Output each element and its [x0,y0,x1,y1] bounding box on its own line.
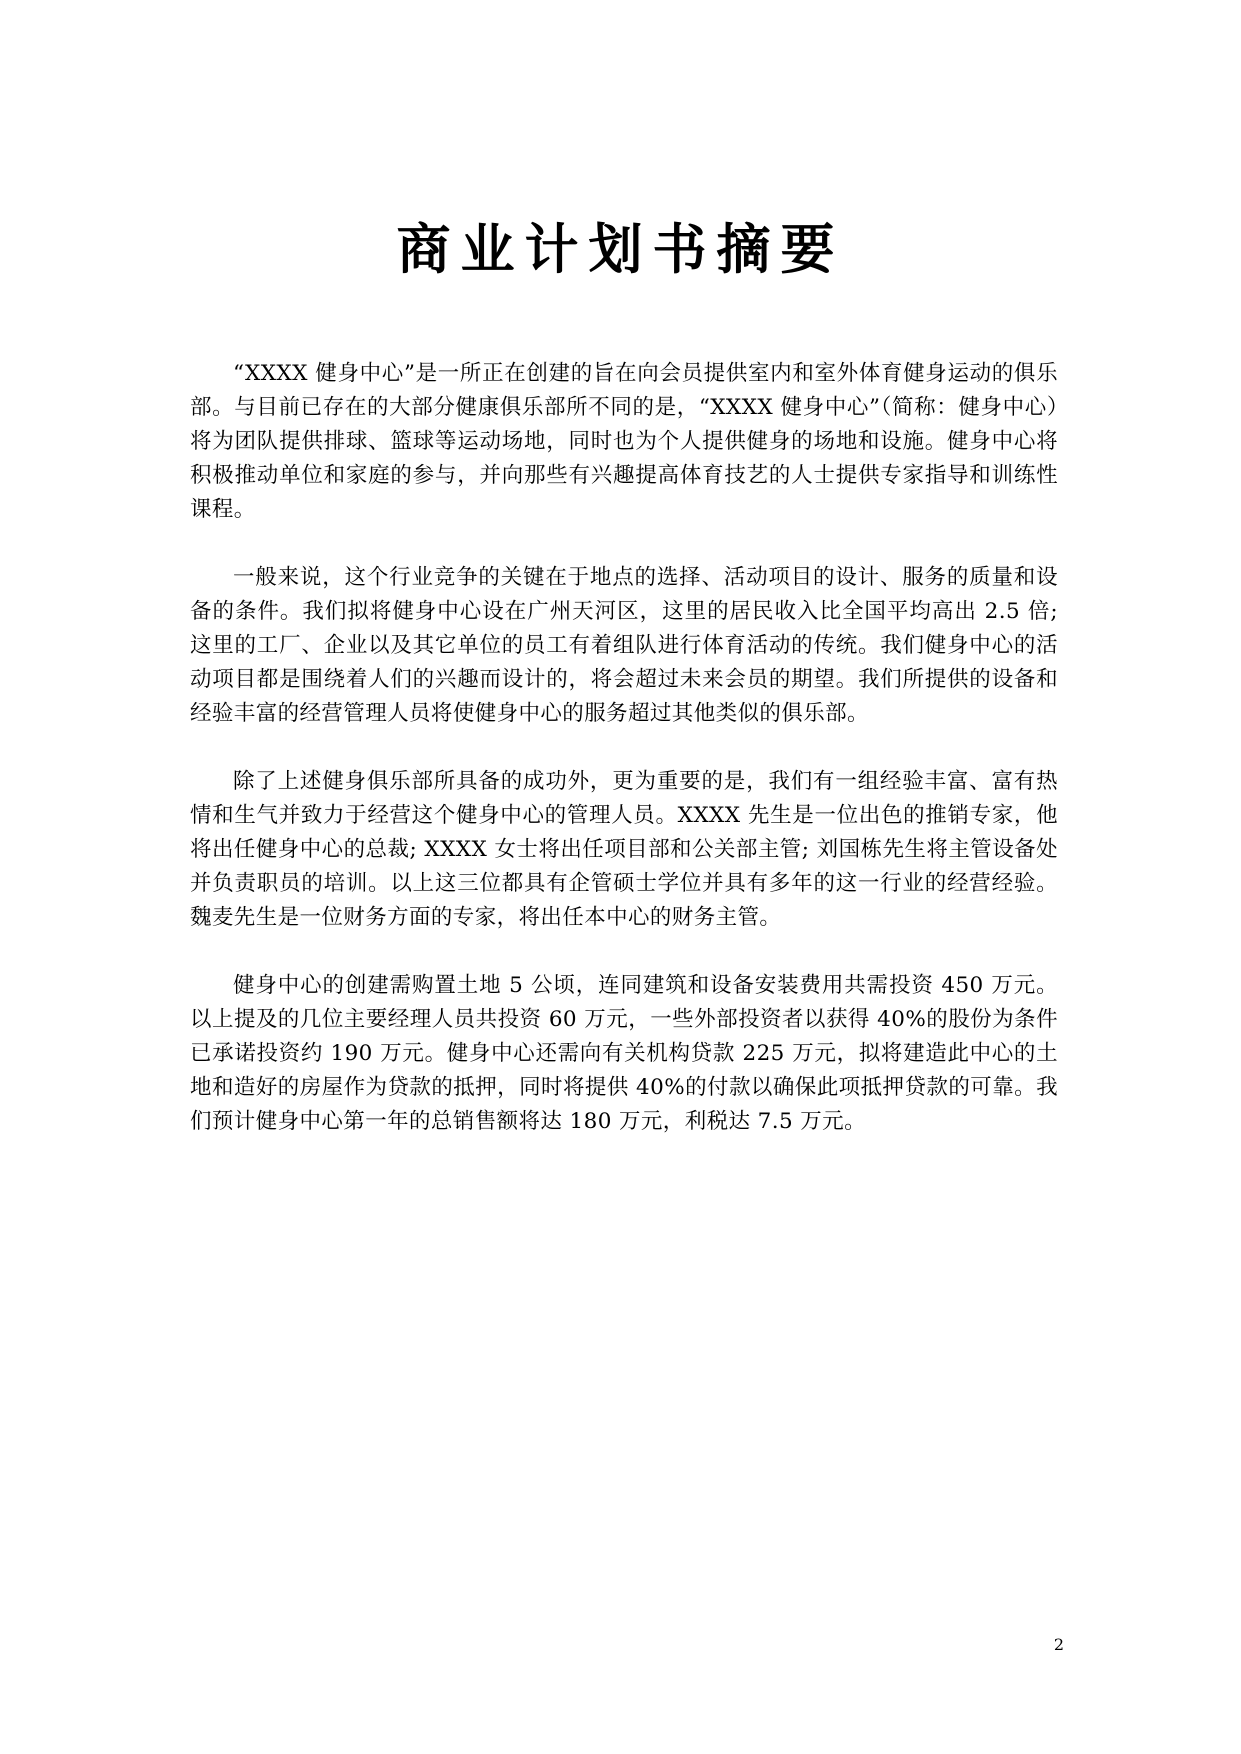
document-body [190,357,1058,1173]
paragraph-competition: 一般来说，这个行业竞争的关键在于地点的选择、活动项目的设计、服务的质量和设备的条件。我们拟将健身中心设在广州天河区，这里的居民收入比全国平均高出 2.5 倍; 这里的工厂、企业以及其它单位的员工有着组队进行体育活动的传统。我们健身中心的活动项目都是围绕着人们的兴趣而设计的，将会超过未来会员的期望。我们所提供的设备和经验丰富的经营管理人员将使健身中心的服务超过其他类似的俱乐部。 [190,565,1058,726]
paragraph-financing: 健身中心的创建需购置土地 5 公顷，连同建筑和设备安装费用共需投资 450 万元。以上提及的几位主要经理人员共投资 60 万元，一些外部投资者以获得 40%的股份为条件已承诺投资约 190 万元。健身中心还需向有关机构贷款 225 万元，拟将建造此中心的土地和造好的房屋作为贷款的抵押，同时将提供 40%的付款以确保此项抵押贷款的可靠。我们预计健身中心第一年的总销售额将达 180 万元，利税达 7.5 万元。 [190,973,1058,1134]
page-number: 2 [1053,1635,1064,1654]
paragraph-management: 除了上述健身俱乐部所具备的成功外，更为重要的是，我们有一组经验丰富、富有热情和生气并致力于经营这个健身中心的管理人员。XXXX 先生是一位出色的推销专家，他将出任健身中心的总裁; XXXX 女士将出任项目部和公关部主管; 刘国栋先生将主管设备处并负责职员的培训。以上这三位都具有企管硕士学位并具有多年的这一行业的经营经验。魏麦先生是一位财务方面的专家，将出任本中心的财务主管。 [190,769,1058,930]
paragraph-intro: “XXXX 健身中心”是一所正在创建的旨在向会员提供室内和室外体育健身运动的俱乐部。与目前已存在的大部分健康俱乐部所不同的是，“XXXX 健身中心”（简称：健身中心）将为团队提供排球、篮球等运动场地，同时也为个人提供健身的场地和设施。健身中心将积极推动单位和家庭的参与，并向那些有兴趣提高体育技艺的人士提供专家指导和训练性课程。 [190,361,1058,522]
page-title: 商业计划书摘要 [396,218,845,281]
